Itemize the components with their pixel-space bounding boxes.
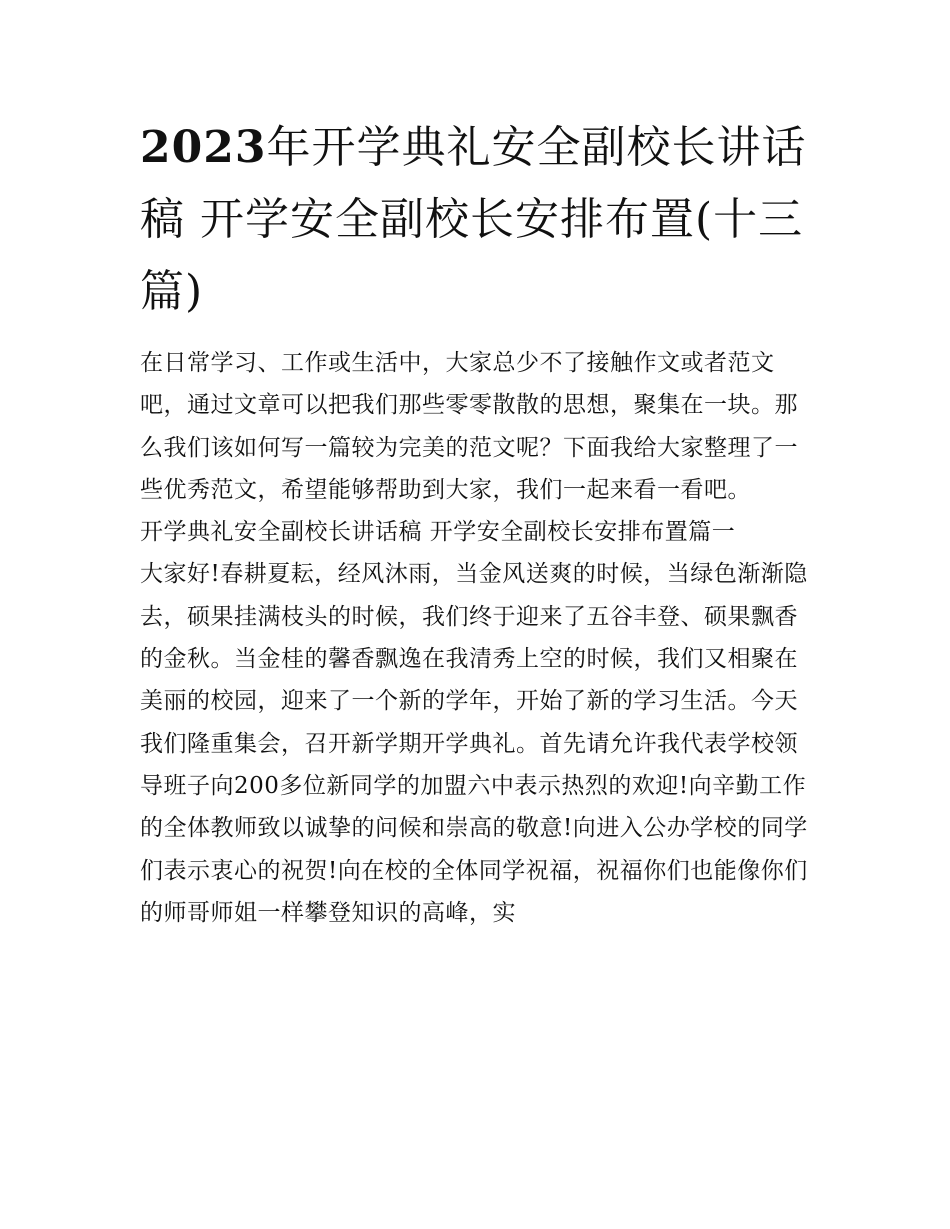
document-body: [140, 342, 820, 934]
document-title: [140, 112, 820, 328]
intro-paragraph: 在日常学习、工作或生活中，大家总少不了接触作文或者范文吧，通过文章可以把我们那些零零散散的思想，聚集在一块。那么我们该如何写一篇较为完美的范文呢？下面我给大家整理了一些优秀范文，希望能够帮助到大家，我们一起来看一看吧。: [140, 350, 798, 503]
document-content: [140, 112, 820, 934]
title-year: 2023: [140, 122, 267, 173]
section-paragraph: 大家好!春耕夏耘，经风沐雨，当金风送爽的时候，当绿色渐渐隐去，硕果挂满枝头的时候，我们终于迎来了五谷丰登、硕果飘香的金秋。当金桂的馨香飘逸在我清秀上空的时候，我们又相聚在美丽的校园，迎来了一个新的学年，开始了新的学习生活。今天我们隆重集会，召开新学期开学典礼。首先请允许我代表学校领导班子向200多位新同学的加盟六中表示热烈的欢迎!向辛勤工作的全体教师致以诚挚的问候和崇高的敬意!向进入公办学校的同学们表示衷心的祝贺!向在校的全体同学祝福，祝福你们也能像你们的师哥师姐一样攀登知识的高峰，实: [140, 561, 808, 926]
title-text: 年开学典礼安全副校长讲话稿 开学安全副校长安排布置(十三篇): [140, 122, 807, 317]
section-heading: 开学典礼安全副校长讲话稿 开学安全副校长安排布置篇一: [140, 519, 736, 546]
